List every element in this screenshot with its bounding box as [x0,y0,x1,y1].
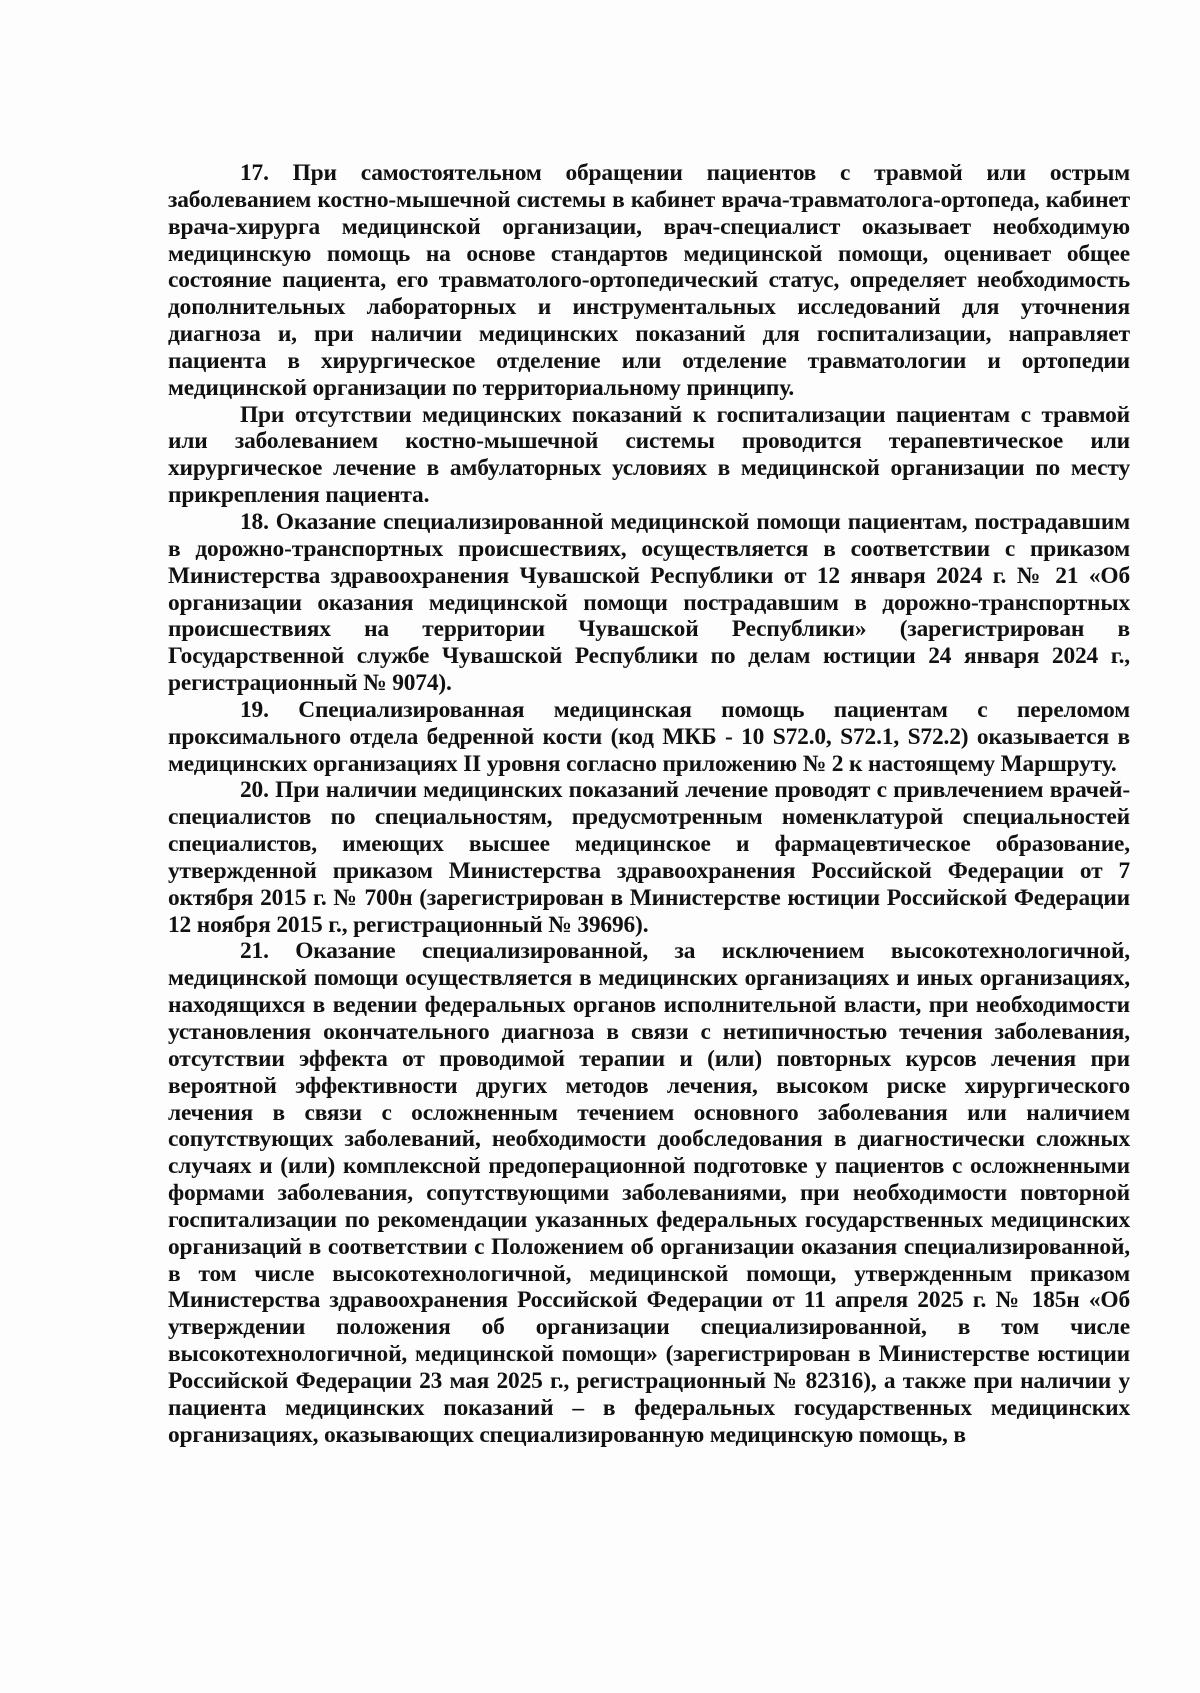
paragraph-20: 20. При наличии медицинских показаний лечение проводят с привлечением врачей-специалистов по специальностям, предусмотренным номенклатурой специальностей специалистов, имеющих высшее медицинское и фармацевтическое образование, утвержденной приказом Министерства здравоохранения Российской Федерации от 7 октября 2015 г. № 700н (зарегистрирован в Министерстве юстиции Российской Федерации 12 ноября 2015 г., регистрационный № 39696). [168,777,1130,938]
document-body [168,160,1130,1449]
paragraph-21: 21. Оказание специализированной, за исключением высокотехнологичной, медицинской помощи осуществляется в медицинских организациях и иных организациях, находящихся в ведении федеральных органов исполнительной власти, при необходимости установления окончательного диагноза в связи с нетипичностью течения заболевания, отсутствии эффекта от проводимой терапии и (или) повторных курсов лечения при вероятной эффективности других методов лечения, высоком риске хирургического лечения в связи с осложненным течением основного заболевания или наличием сопутствующих заболеваний, необходимости дообследования в диагностически сложных случаях и (или) комплексной предоперационной подготовке у пациентов с осложненными формами заболевания, сопутствующими заболеваниями, при необходимости повторной госпитализации по рекомендации указанных федеральных государственных медицинских организаций в соответствии с Положением об организации оказания специализированной, в том числе высокотехнологичной, медицинской помощи, утвержденным приказом Министерства здравоохранения Российской Федерации от 11 апреля 2025 г. № 185н «Об утверждении положения об организации специализированной, в том числе высокотехнологичной, медицинской помощи» (зарегистрирован в Министерстве юстиции Российской Федерации 23 мая 2025 г., регистрационный № 82316), а также при наличии у пациента медицинских показаний – в федеральных государственных медицинских организациях, оказывающих специализированную медицинскую помощь, в [168,938,1130,1448]
paragraph-17-continuation: При отсутствии медицинских показаний к госпитализации пациентам с травмой или заболеванием костно-мышечной системы проводится терапевтическое или хирургическое лечение в амбулаторных условиях в медицинской организации по месту прикрепления пациента. [168,401,1130,509]
paragraph-18: 18. Оказание специализированной медицинской помощи пациентам, пострадавшим в дорожно-транспортных происшествиях, осуществляется в соответствии с приказом Министерства здравоохранения Чувашской Республики от 12 января 2024 г. № 21 «Об организации оказания медицинской помощи пострадавшим в дорожно-транспортных происшествиях на территории Чувашской Республики» (зарегистрирован в Государственной службе Чувашской Республики по делам юстиции 24 января 2024 г., регистрационный № 9074). [168,508,1130,697]
paragraph-19: 19. Специализированная медицинская помощь пациентам с переломом проксимального отдела бедренной кости (код МКБ - 10 S72.0, S72.1, S72.2) оказывается в медицинских организациях II уровня согласно приложению № 2 к настоящему Маршруту. [168,696,1130,777]
paragraph-17: 17. При самостоятельном обращении пациентов с травмой или острым заболеванием костно-мышечной системы в кабинет врача-травматолога-ортопеда, кабинет врача-хирурга медицинской организации, врач-специалист оказывает необходимую медицинскую помощь на основе стандартов медицинской помощи, оценивает общее состояние пациента, его травматолого-ортопедический статус, определяет необходимость дополнительных лабораторных и инструментальных исследований для уточнения диагноза и, при наличии медицинских показаний для госпитализации, направляет пациента в хирургическое отделение или отделение травматологии и ортопедии медицинской организации по территориальному принципу. [168,160,1130,401]
